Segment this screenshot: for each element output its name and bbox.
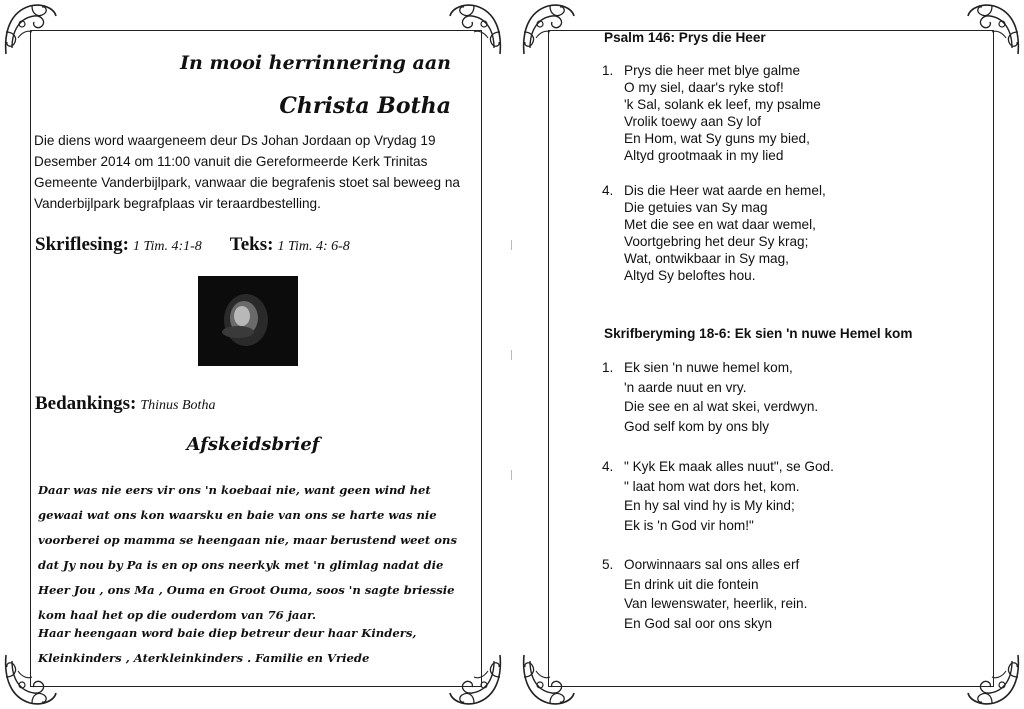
verse-line: God self kom by ons bly (624, 418, 770, 434)
verse-line: Oorwinnaars sal ons alles erf (624, 557, 800, 572)
scripture-line (35, 234, 350, 256)
verse-line: Die see en al wat skei, verdwyn. (624, 399, 819, 414)
verse (602, 555, 807, 633)
verse-line: Vrolik toewy aan Sy lof (624, 114, 762, 129)
verse-line: Altyd Sy beloftes hou. (624, 268, 756, 283)
scripture-reading-ref: 1 Tim. 4:1-8 (132, 239, 202, 254)
verse-line: Prys die heer met blye galme (624, 63, 801, 78)
farewell-paragraph: Haar heengaan word baie diep betreur deur haar Kinders, Kleinkinders , Aterkleinkinders . Familie en Vriede (38, 626, 417, 665)
left-page (0, 0, 506, 709)
verse-line: 'n aarde nuut en vry. (624, 379, 747, 395)
farewell-heading: Afskeidsbrief (186, 434, 320, 455)
verse-number: 1. (602, 360, 614, 375)
fold-line (511, 470, 512, 480)
verse-line: En God sal oor ons skyn (624, 615, 773, 631)
verse-line: En Hom, wat Sy guns my bied, (624, 131, 810, 146)
scripture-reading-label: Skriflesing: (35, 234, 129, 255)
hymn-title: Psalm 146: Prys die Heer (604, 30, 766, 45)
verse-line: Ek sien 'n nuwe hemel kom, (624, 360, 793, 375)
corner-ornament-icon (966, 651, 1022, 707)
fold-line (511, 240, 512, 250)
verse-line: " Kyk Ek maak alles nuut", se God. (624, 459, 834, 474)
portrait-photo (198, 276, 298, 366)
memorial-heading: In mooi herrinnering aan (180, 52, 451, 74)
verse-line: Met die see en wat daar wemel, (624, 217, 816, 232)
deceased-name: Christa Botha (279, 93, 451, 119)
right-page (518, 0, 1024, 709)
corner-ornament-icon (966, 2, 1022, 58)
verse-line: Altyd grootmaak in my lied (624, 148, 784, 163)
verse-number: 1. (602, 63, 614, 78)
sermon-text-label: Teks: (229, 234, 274, 255)
corner-ornament-icon (448, 2, 504, 58)
verse-line: Dis die Heer wat aarde en hemel, (624, 183, 826, 198)
verse (602, 62, 821, 164)
verse-line: " laat hom wat dors het, kom. (624, 478, 800, 494)
verse-number: 4. (602, 459, 614, 474)
thanks-name: Thinus Botha (140, 398, 216, 413)
service-notice: Die diens word waargeneem deur Ds Johan Jordaan op Vrydag 19 Desember 2014 om 11:00 vanuit die Gereformeerde Kerk Trinitas Gemeente Vanderbijlpark, vanwaar die begrafenis stoet sal beweeg na Vanderbijlpark begrafplaas vir teraardbestelling. (34, 133, 460, 211)
verse-line: O my siel, daar's ryke stof! (624, 80, 784, 95)
verse (602, 457, 834, 535)
verse-number: 4. (602, 183, 614, 198)
verse-line: En drink uit die fontein (624, 576, 759, 592)
verse (602, 182, 826, 284)
hymn-title: Skrifberyming 18-6: Ek sien 'n nuwe Hemel kom (604, 326, 913, 341)
farewell-paragraph: Daar was nie eers vir ons 'n koebaai nie, want geen wind het gewaai wat ons kon waarsku en baie van ons se harte was nie voorberei op mamma se heengaan nie, maar berustend weet ons dat Jy nou by Pa is en op ons neerkyk met 'n glimlag nadat die Heer Jou , ons Ma , Ouma en Groot Ouma, soos 'n sagte briessie kom haal het op die ouderdom van 76 jaar. (38, 483, 457, 622)
verse-line: Wat, ontwikbaar in Sy mag, (624, 251, 789, 266)
verse-line: Die getuies van Sy mag (624, 200, 768, 215)
verse-line: Van lewenswater, heerlik, rein. (624, 596, 808, 611)
verse (602, 358, 818, 436)
thanks-label: Bedankings: (35, 393, 137, 414)
corner-ornament-icon (520, 651, 576, 707)
verse-line: Ek is 'n God vir hom!" (624, 517, 754, 533)
corner-ornament-icon (2, 2, 58, 58)
sermon-text-ref: 1 Tim. 4: 6-8 (277, 239, 350, 254)
verse-line: 'k Sal, solank ek leef, my psalme (624, 97, 821, 112)
verse-line: Voortgebring het deur Sy krag; (624, 234, 809, 249)
fold-line (511, 350, 512, 360)
verse-number: 5. (602, 557, 614, 572)
verse-line: En hy sal vind hy is My kind; (624, 498, 795, 513)
portrait-image (198, 276, 298, 366)
thanks-line (35, 393, 215, 415)
corner-ornament-icon (520, 2, 576, 58)
